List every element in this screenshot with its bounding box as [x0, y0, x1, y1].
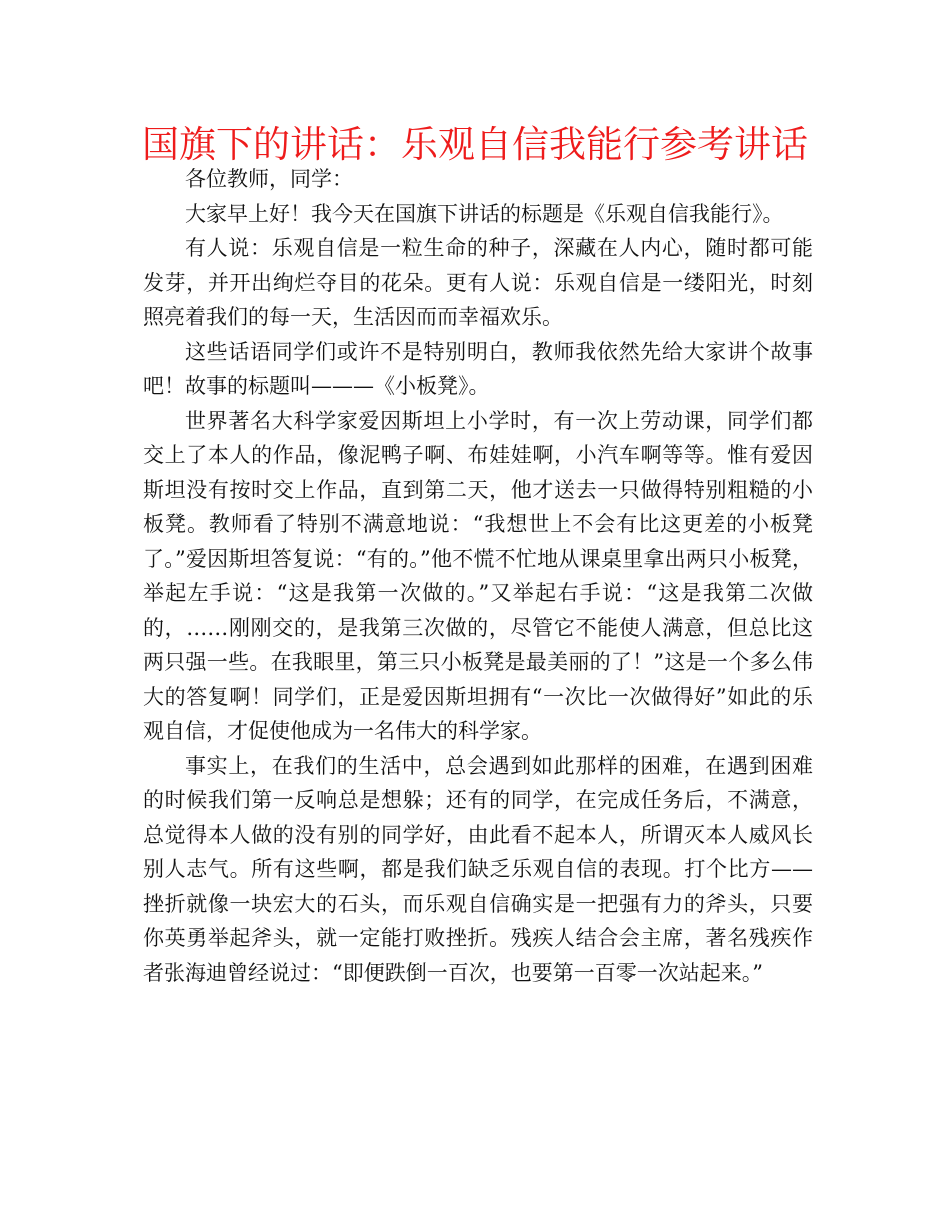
paragraph-quote: 有人说：乐观自信是一粒生命的种子，深藏在人内心，随时都可能发芽，并开出绚烂夺目的花朵。更有人说：乐观自信是一缕阳光，时刻照亮着我们的每一天，生活因而而幸福欢乐。	[143, 236, 813, 329]
paragraph-greeting: 各位教师，同学：	[185, 167, 353, 191]
paragraph-story-intro: 这些话语同学们或许不是特别明白，教师我依然先给大家讲个故事吧！故事的标题叫———《小板凳》。	[143, 339, 813, 398]
paragraph-intro: 大家早上好！我今天在国旗下讲话的标题是《乐观自信我能行》。	[185, 201, 784, 226]
document-title: 国旗下的讲话：乐观自信我能行参考讲话	[142, 123, 808, 166]
paragraph-reflection: 事实上，在我们的生活中，总会遇到如此那样的困难，在遇到困难的时候我们第一反响总是想躲；还有的同学，在完成任务后，不满意，总觉得本人做的没有别的同学好，由此看不起本人，所谓灭本人威风长别人志气。所有这些啊，都是我们缺乏乐观自信的表现。打个比方——挫折就像一块宏大的石头，而乐观自信确实是一把强有力的斧头，只要你英勇举起斧头，就一定能打败挫折。残疾人结合会主席，著名残疾作者张海迪曾经说过：“即便跌倒一百次，也要第一百零一次站起来。”	[143, 753, 813, 985]
document-body	[143, 162, 813, 990]
paragraph-einstein-story: 世界著名大科学家爱因斯坦上小学时，有一次上劳动课，同学们都交上了本人的作品，像泥鸭子啊、布娃娃啊，小汽车啊等等。惟有爱因斯坦没有按时交上作品，直到第二天，他才送去一只做得特别粗糙的小板凳。教师看了特别不满意地说：“我想世上不会有比这更差的小板凳了。”爱因斯坦答复说：“有的。”他不慌不忙地从课桌里拿出两只小板凳，举起左手说：“这是我第一次做的。”又举起右手说：“这是我第二次做的，……刚刚交的，是我第三次做的，尽管它不能使人满意，但总比这两只强一些。在我眼里，第三只小板凳是最美丽的了！”这是一个多么伟大的答复啊！同学们，正是爱因斯坦拥有“一次比一次做得好”如此的乐观自信，才促使他成为一名伟大的科学家。	[143, 408, 813, 743]
